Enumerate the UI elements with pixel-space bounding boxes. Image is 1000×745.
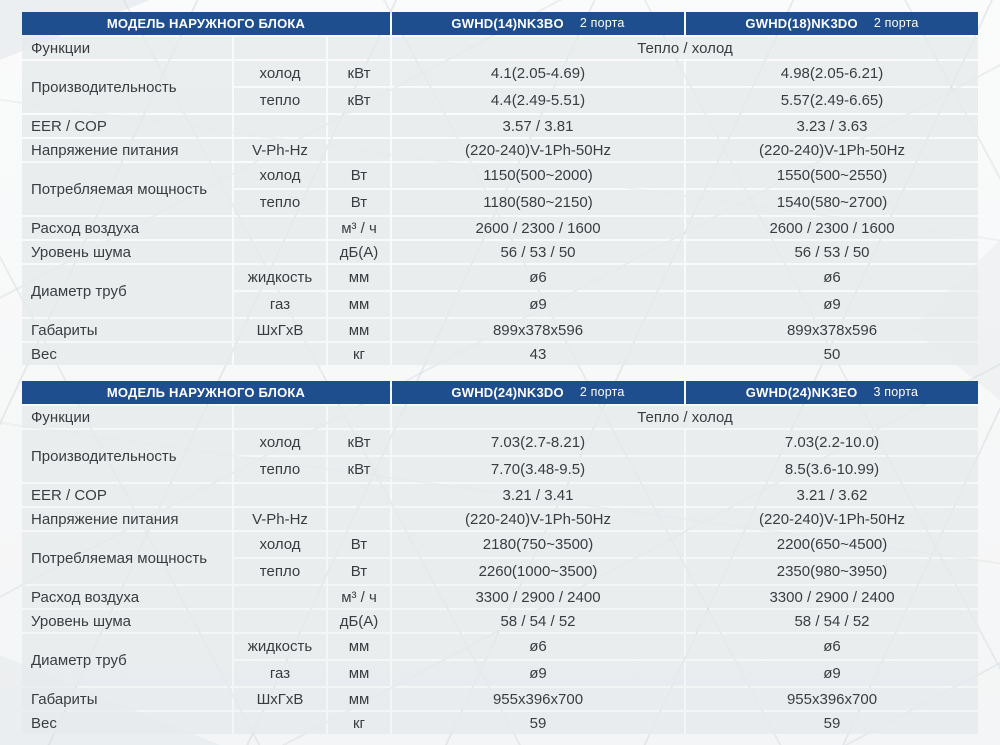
table-header-model-1 xyxy=(392,12,684,35)
spec-value: 3.21 / 3.62 xyxy=(686,484,978,506)
spec-value: 58 / 54 / 52 xyxy=(686,610,978,632)
empty-cell xyxy=(234,37,326,59)
spec-value: 955x396x700 xyxy=(392,688,684,710)
empty-cell xyxy=(234,586,326,608)
row-label-capacity: Производительность xyxy=(22,430,232,482)
sub-label: V-Ph-Hz xyxy=(234,139,326,161)
spec-value: 1150(500~2000) xyxy=(392,163,684,188)
row-label-air-flow: Расход воздуха xyxy=(22,586,232,608)
sub-label: холод xyxy=(234,532,326,557)
spec-value: 3.57 / 3.81 xyxy=(392,115,684,137)
empty-cell xyxy=(234,343,326,365)
spec-value: 2200(650~4500) xyxy=(686,532,978,557)
table-header-model-2 xyxy=(686,12,978,35)
spec-value: 3.21 / 3.41 xyxy=(392,484,684,506)
spec-value: 7.03(2.7-8.21) xyxy=(392,430,684,455)
spec-value: 3300 / 2900 / 2400 xyxy=(392,586,684,608)
spec-value: (220-240)V-1Ph-50Hz xyxy=(686,139,978,161)
spec-value: 5.57(2.49-6.65) xyxy=(686,88,978,113)
spec-value: ø9 xyxy=(686,292,978,317)
unit-label: Вт xyxy=(328,532,390,557)
spec-value: ø9 xyxy=(392,292,684,317)
empty-cell xyxy=(328,37,390,59)
unit-label: кг xyxy=(328,712,390,734)
spec-value: 56 / 53 / 50 xyxy=(686,241,978,263)
row-label-eer: EER / COP xyxy=(22,484,232,506)
sub-label: холод xyxy=(234,163,326,188)
unit-label: мм xyxy=(328,265,390,290)
unit-label: кВт xyxy=(328,457,390,482)
spec-value: 7.03(2.2-10.0) xyxy=(686,430,978,455)
sub-label: газ xyxy=(234,292,326,317)
unit-label: мм xyxy=(328,661,390,686)
sub-label: ШхГхВ xyxy=(234,688,326,710)
unit-label: дБ(А) xyxy=(328,610,390,632)
table-header-model-1 xyxy=(392,381,684,404)
row-label-functions: Функции xyxy=(22,406,232,428)
sub-label: ШхГхВ xyxy=(234,319,326,341)
sub-label: газ xyxy=(234,661,326,686)
model-name: GWHD(14)NK3BO xyxy=(451,16,564,31)
spec-value: ø6 xyxy=(686,265,978,290)
spec-value: 899x378x596 xyxy=(686,319,978,341)
spec-value: 7.70(3.48-9.5) xyxy=(392,457,684,482)
spec-value: 2600 / 2300 / 1600 xyxy=(686,217,978,239)
sub-label: тепло xyxy=(234,559,326,584)
spec-value: 4.98(2.05-6.21) xyxy=(686,61,978,86)
unit-label: кВт xyxy=(328,430,390,455)
spec-value: 59 xyxy=(686,712,978,734)
unit-label: мм xyxy=(328,319,390,341)
model-name: GWHD(18)NK3DO xyxy=(745,16,858,31)
spec-value: ø6 xyxy=(686,634,978,659)
table-header-model-label: МОДЕЛЬ НАРУЖНОГО БЛОКА xyxy=(22,381,390,404)
row-label-pipe-diameter: Диаметр труб xyxy=(22,634,232,686)
sub-label: V-Ph-Hz xyxy=(234,508,326,530)
spec-value: 3300 / 2900 / 2400 xyxy=(686,586,978,608)
row-label-power-supply: Напряжение питания xyxy=(22,508,232,530)
model-ports: 2 порта xyxy=(579,16,625,31)
spec-value: 59 xyxy=(392,712,684,734)
unit-label: мм xyxy=(328,292,390,317)
unit-label: мм xyxy=(328,634,390,659)
model-ports: 3 порта xyxy=(873,385,919,400)
row-label-air-flow: Расход воздуха xyxy=(22,217,232,239)
empty-cell xyxy=(234,484,326,506)
unit-label: кВт xyxy=(328,88,390,113)
spec-value: ø9 xyxy=(392,661,684,686)
spec-value: ø6 xyxy=(392,265,684,290)
row-label-power-supply: Напряжение питания xyxy=(22,139,232,161)
spec-value: 2600 / 2300 / 1600 xyxy=(392,217,684,239)
spec-value: 1540(580~2700) xyxy=(686,190,978,215)
model-name: GWHD(24)NK3EO xyxy=(745,385,858,400)
spec-value: (220-240)V-1Ph-50Hz xyxy=(392,139,684,161)
table-header-model-2 xyxy=(686,381,978,404)
row-label-noise: Уровень шума xyxy=(22,241,232,263)
row-label-functions: Функции xyxy=(22,37,232,59)
unit-label: м³ / ч xyxy=(328,217,390,239)
spec-value: 56 / 53 / 50 xyxy=(392,241,684,263)
row-label-noise: Уровень шума xyxy=(22,610,232,632)
sub-label: тепло xyxy=(234,190,326,215)
sub-label: холод xyxy=(234,61,326,86)
sub-label: тепло xyxy=(234,88,326,113)
model-ports: 2 порта xyxy=(873,16,919,31)
empty-cell xyxy=(234,115,326,137)
empty-cell xyxy=(234,406,326,428)
empty-cell xyxy=(328,406,390,428)
empty-cell xyxy=(328,508,390,530)
model-ports: 2 порта xyxy=(579,385,625,400)
empty-cell xyxy=(328,115,390,137)
spec-value: ø9 xyxy=(686,661,978,686)
sub-label: жидкость xyxy=(234,634,326,659)
unit-label: кВт xyxy=(328,61,390,86)
spec-value: 2180(750~3500) xyxy=(392,532,684,557)
row-label-pipe-diameter: Диаметр труб xyxy=(22,265,232,317)
row-label-weight: Вес xyxy=(22,343,232,365)
spec-table-2 xyxy=(22,381,978,734)
row-label-capacity: Производительность xyxy=(22,61,232,113)
model-name: GWHD(24)NK3DO xyxy=(451,385,564,400)
spec-value: 1180(580~2150) xyxy=(392,190,684,215)
spec-value: 4.1(2.05-4.69) xyxy=(392,61,684,86)
spec-value-functions: Тепло / холод xyxy=(392,37,978,59)
row-label-dimensions: Габариты xyxy=(22,319,232,341)
unit-label: Вт xyxy=(328,163,390,188)
spec-value: 58 / 54 / 52 xyxy=(392,610,684,632)
empty-cell xyxy=(328,484,390,506)
row-label-power-input: Потребляемая мощность xyxy=(22,532,232,584)
unit-label: дБ(А) xyxy=(328,241,390,263)
unit-label: мм xyxy=(328,688,390,710)
row-label-power-input: Потребляемая мощность xyxy=(22,163,232,215)
spec-value: ø6 xyxy=(392,634,684,659)
spec-value: 4.4(2.49-5.51) xyxy=(392,88,684,113)
empty-cell xyxy=(234,610,326,632)
spec-value: 3.23 / 3.63 xyxy=(686,115,978,137)
empty-cell xyxy=(234,241,326,263)
unit-label: кг xyxy=(328,343,390,365)
unit-label: м³ / ч xyxy=(328,586,390,608)
spec-value: 43 xyxy=(392,343,684,365)
spec-value: 955x396x700 xyxy=(686,688,978,710)
spec-value: 2350(980~3950) xyxy=(686,559,978,584)
spec-value: 50 xyxy=(686,343,978,365)
sub-label: тепло xyxy=(234,457,326,482)
sub-label: жидкость xyxy=(234,265,326,290)
spec-value: (220-240)V-1Ph-50Hz xyxy=(686,508,978,530)
spec-value-functions: Тепло / холод xyxy=(392,406,978,428)
spec-value: (220-240)V-1Ph-50Hz xyxy=(392,508,684,530)
row-label-weight: Вес xyxy=(22,712,232,734)
spec-value: 8.5(3.6-10.99) xyxy=(686,457,978,482)
spec-table-1 xyxy=(22,12,978,365)
spec-value: 2260(1000~3500) xyxy=(392,559,684,584)
unit-label: Вт xyxy=(328,190,390,215)
unit-label: Вт xyxy=(328,559,390,584)
table-header-model-label: МОДЕЛЬ НАРУЖНОГО БЛОКА xyxy=(22,12,390,35)
row-label-dimensions: Габариты xyxy=(22,688,232,710)
spec-value: 1550(500~2550) xyxy=(686,163,978,188)
row-label-eer: EER / COP xyxy=(22,115,232,137)
empty-cell xyxy=(234,217,326,239)
empty-cell xyxy=(328,139,390,161)
empty-cell xyxy=(234,712,326,734)
spec-value: 899x378x596 xyxy=(392,319,684,341)
sub-label: холод xyxy=(234,430,326,455)
